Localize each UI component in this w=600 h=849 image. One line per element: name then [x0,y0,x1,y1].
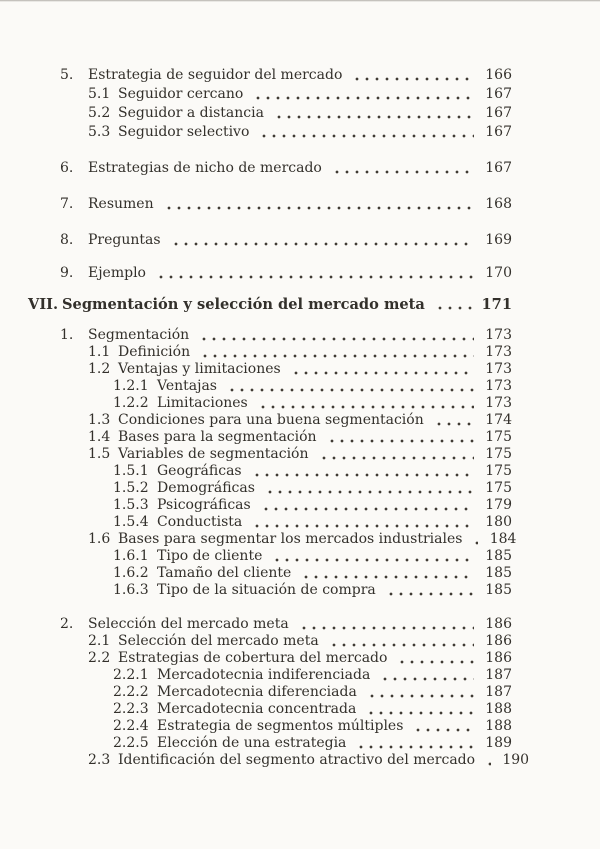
entry-number: 1.3 [88,412,111,428]
toc-entry [0,361,512,378]
entry-number: 5.3 [88,124,111,140]
dot-leader [434,412,474,429]
entry-number: 2.2 [88,650,111,666]
toc-entry [0,429,512,446]
dot-leader [171,231,474,250]
page-number: 170 [485,265,512,281]
entry-title: Mercadotecnia concentrada [157,701,357,717]
toc-entry [0,667,512,684]
page-number: 175 [485,446,512,462]
toc-entry [0,159,512,178]
entry-number: 1. [60,327,74,343]
dot-leader [156,264,474,283]
entry-title: Selección del mercado meta [118,633,319,649]
toc-entry [0,463,512,480]
entry-title: Ventajas [157,378,217,394]
toc-entry [0,327,512,344]
toc-entry [0,344,512,361]
page-number: 175 [485,463,512,479]
entry-title: Limitaciones [157,395,248,411]
entry-title: Resumen [88,196,154,212]
dot-leader [200,344,474,361]
dot-leader [291,361,474,378]
dot-leader [352,66,474,85]
toc-entry [0,684,512,701]
toc-entry [0,66,512,85]
toc-entry [0,85,512,104]
entry-number: 9. [60,265,74,281]
toc-entry [0,412,512,429]
page-number: 187 [485,684,512,700]
toc-entry [0,395,512,412]
dot-leader [164,195,474,214]
entry-number: 1.4 [88,429,111,445]
page-number: 188 [485,718,512,734]
entry-number: 2.2.5 [113,735,149,751]
toc-group [0,231,512,250]
page-number: 185 [485,565,512,581]
dot-leader [329,633,474,650]
entry-number: 1.6 [88,531,111,547]
page-number: 167 [485,86,512,102]
toc-entry [0,548,512,565]
dot-leader [380,667,474,684]
toc-entry [0,480,512,497]
toc-entry [0,446,512,463]
entry-title: Estrategia de seguidor del mercado [88,67,343,83]
toc-entry [0,195,512,214]
entry-title: Tamaño del cliente [157,565,292,581]
entry-title: Segmentación [88,327,190,343]
dot-leader [386,582,474,599]
dot-leader [397,650,474,667]
dot-leader [258,395,474,412]
page-number: 186 [485,616,512,632]
page-number: 187 [485,667,512,683]
entry-number: 1.6.2 [113,565,149,581]
page-number: 186 [485,650,512,666]
page-number: 173 [485,361,512,377]
page-number: 185 [485,582,512,598]
page-number: 166 [485,67,512,83]
toc-entry [0,616,512,633]
entry-number: 2.2.2 [113,684,149,700]
toc-entry [0,735,512,752]
page-number: 174 [485,412,512,428]
entry-number: 8. [60,232,74,248]
dot-leader [252,463,474,480]
entry-title: Preguntas [88,232,161,248]
entry-title: Seguidor a distancia [118,105,264,121]
toc-entry [0,295,512,314]
page-number: 189 [485,735,512,751]
toc-entry [0,633,512,650]
entry-title: Condiciones para una buena segmentación [118,412,424,428]
toc-entry [0,497,512,514]
toc-group [0,295,512,314]
entry-title: Ventajas y limitaciones [118,361,281,377]
dot-leader [327,429,474,446]
toc-entry [0,104,512,123]
page-number: 173 [485,378,512,394]
entry-number: 1.5.3 [113,497,149,513]
toc-group [0,327,517,599]
toc-entry [0,718,512,735]
dot-leader [413,718,474,735]
dot-leader [485,752,491,769]
dot-leader [367,684,474,701]
dot-leader [252,514,474,531]
entry-number: 2.2.4 [113,718,149,734]
entry-number: 2.3 [88,752,111,768]
entry-title: Segmentación y selección del mercado meta [62,296,425,313]
entry-number: 1.5 [88,446,111,462]
dot-leader [261,497,474,514]
page-number: 175 [485,429,512,445]
entry-number: 2. [60,616,74,632]
dot-leader [265,480,474,497]
entry-title: Demográficas [157,480,255,496]
dot-leader [356,735,474,752]
dot-leader [272,548,474,565]
entry-title: Seguidor cercano [118,86,244,102]
entry-title: Tipo de cliente [157,548,263,564]
entry-title: Estrategia de segmentos múltiples [157,718,404,734]
dot-leader [332,159,474,178]
page-top-edge [0,0,600,2]
entry-title: Bases para segmentar los mercados industriales [118,531,463,547]
entry-title: Selección del mercado meta [88,616,289,632]
dot-leader [253,85,474,104]
entry-title: Identificación del segmento atractivo del mercado [118,752,476,768]
page-number: 184 [489,531,517,547]
entry-title: Tipo de la situación de compra [157,582,376,598]
page-number: 167 [485,160,512,176]
entry-number: VII. [28,296,59,313]
page-number: 167 [485,124,512,140]
entry-title: Estrategias de nicho de mercado [88,160,322,176]
page-number: 179 [485,497,512,513]
toc-entry [0,264,512,283]
entry-number: 2.1 [88,633,111,649]
toc-entry [0,123,512,142]
page-number: 185 [485,548,512,564]
entry-number: 5. [60,67,74,83]
toc-entry [0,650,512,667]
toc-group [0,159,512,178]
toc-entry [0,531,517,548]
dot-leader [227,378,474,395]
entry-number: 6. [60,160,74,176]
entry-number: 1.2.1 [113,378,149,394]
entry-title: Estrategias de cobertura del mercado [118,650,388,666]
entry-number: 2.2.1 [113,667,149,683]
dot-leader [299,616,474,633]
entry-title: Seguidor selectivo [118,124,250,140]
toc-entry [0,565,512,582]
entry-number: 1.5.1 [113,463,149,479]
entry-title: Elección de una estrategia [157,735,347,751]
entry-number: 1.5.2 [113,480,149,496]
page-number: 188 [485,701,512,717]
entry-number: 1.6.1 [113,548,149,564]
toc-entry [0,582,512,599]
toc-entry [0,231,512,250]
toc-entry [0,701,512,718]
page-number: 173 [485,395,512,411]
entry-title: Ejemplo [88,265,146,281]
dot-leader [472,531,478,548]
toc-entry [0,752,530,769]
entry-number: 2.2.3 [113,701,149,717]
entry-number: 1.2.2 [113,395,149,411]
entry-number: 1.5.4 [113,514,149,530]
dot-leader [301,565,474,582]
page-number: 175 [485,480,512,496]
dot-leader [199,327,474,344]
entry-title: Variables de segmentación [118,446,309,462]
page-number: 169 [485,232,512,248]
entry-number: 1.1 [88,344,111,360]
entry-title: Mercadotecnia indiferenciada [157,667,371,683]
toc-entry [0,514,512,531]
entry-title: Psicográficas [157,497,251,513]
entry-number: 1.6.3 [113,582,149,598]
entry-title: Mercadotecnia diferenciada [157,684,357,700]
page-number: 190 [502,752,530,768]
toc-group [0,616,530,769]
toc-group [0,66,512,142]
dot-leader [435,295,474,314]
page-number: 173 [485,344,512,360]
entry-number: 1.2 [88,361,111,377]
dot-leader [319,446,475,463]
page-number: 173 [485,327,512,343]
page-number: 186 [485,633,512,649]
dot-leader [366,701,474,718]
dot-leader [274,104,474,123]
toc-group [0,264,512,283]
entry-number: 7. [60,196,74,212]
page-number: 167 [485,105,512,121]
page-number: 180 [485,514,512,530]
entry-number: 5.1 [88,86,111,102]
entry-title: Geográficas [157,463,242,479]
entry-title: Definición [118,344,191,360]
page-number: 171 [481,296,512,313]
toc-entry [0,378,512,395]
entry-title: Conductista [157,514,243,530]
page-number: 168 [485,196,512,212]
entry-title: Bases para la segmentación [118,429,317,445]
toc-group [0,195,512,214]
entry-number: 5.2 [88,105,111,121]
dot-leader [259,123,474,142]
